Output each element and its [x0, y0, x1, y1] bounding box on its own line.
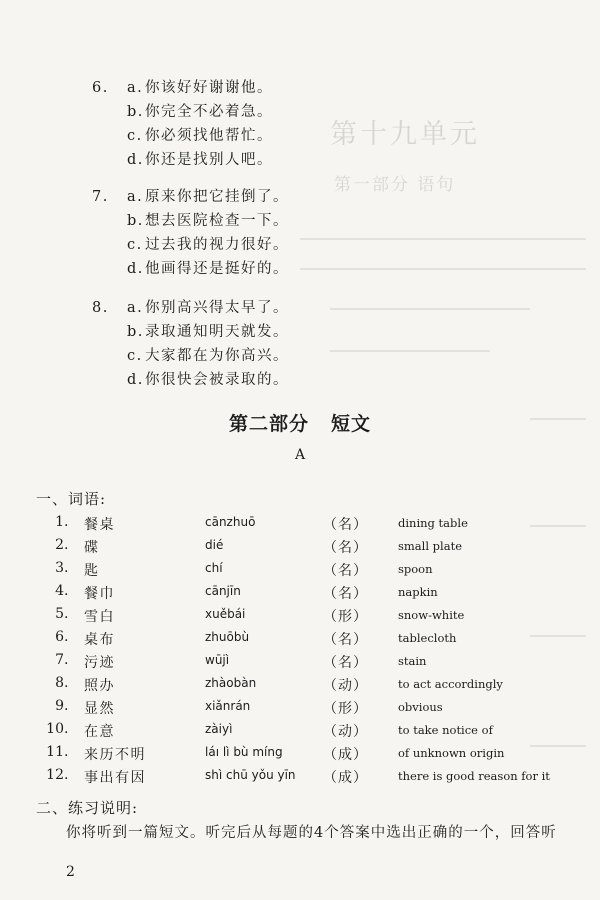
vocab-pinyin: xiǎnrán	[205, 699, 251, 713]
option-text: 录取通知明天就发。	[145, 324, 289, 340]
vocabulary-row: 1 . 餐桌 cānzhuō （名） dining table	[0, 514, 600, 536]
vocab-word: 碟	[84, 540, 100, 556]
option-text: 他画得还是挺好的。	[145, 261, 289, 277]
vocabulary-row: 8 . 照办 zhàobàn （动） to act accordingly	[0, 675, 600, 697]
vocab-number: 11	[46, 744, 64, 760]
vocabulary-row: 9 . 显然 xiǎnrán （形） obvious	[0, 698, 600, 720]
vocabulary-row: 12 . 事出有因 shì chū yǒu yīn （成） there is good reason for it	[0, 767, 600, 789]
vocabulary-row: 7 . 污迹 wūjì （名） stain	[0, 652, 600, 674]
vocab-word: 来历不明	[84, 747, 146, 763]
vocab-english: spoon	[398, 562, 433, 576]
option-letter: b.	[127, 104, 144, 120]
bleed-through-line	[300, 238, 586, 240]
vocabulary-row: 5 . 雪白 xuěbái （形） snow-white	[0, 606, 600, 628]
option-letter: d.	[127, 152, 144, 168]
vocab-word: 桌布	[84, 632, 115, 648]
vocab-english: to take notice of	[398, 723, 493, 737]
question-6-option-c	[127, 124, 273, 145]
vocab-english: snow-white	[398, 608, 465, 622]
vocab-word: 餐巾	[84, 586, 115, 602]
vocab-english: small plate	[398, 539, 462, 553]
option-letter: d.	[127, 261, 144, 277]
option-text: 你还是找别人吧。	[145, 152, 273, 168]
vocab-pinyin: láı lì bù míng	[205, 745, 283, 759]
question-6-option-d	[127, 148, 273, 169]
question-7-option-a	[92, 185, 289, 206]
vocab-part-of-speech: （成）	[323, 747, 368, 763]
vocab-pinyin: wūjì	[205, 653, 230, 667]
question-6-option-a	[92, 76, 273, 97]
vocabulary-row: 4 . 餐巾 cānjīn （名） napkin	[0, 583, 600, 605]
option-text: 你完全不必着急。	[145, 104, 273, 120]
vocab-pinyin: zhàobàn	[205, 676, 257, 690]
vocabulary-row: 3 . 匙 chí （名） spoon	[0, 560, 600, 582]
vocab-part-of-speech: （名）	[323, 563, 368, 579]
section-title	[0, 409, 600, 436]
option-letter: d.	[127, 372, 144, 388]
exercise-heading: 二、练习说明:	[36, 799, 139, 817]
vocab-part-of-speech: （名）	[323, 540, 368, 556]
vocabulary-row: 10 . 在意 zàiyì （动） to take notice of	[0, 721, 600, 743]
vocab-word: 照办	[84, 678, 115, 694]
vocab-pinyin: zhuōbù	[205, 630, 250, 644]
vocab-part-of-speech: （动）	[323, 724, 368, 740]
option-letter: b.	[127, 324, 144, 340]
vocab-word: 污迹	[84, 655, 115, 671]
question-number: 7.	[92, 189, 109, 205]
vocab-number: 7	[55, 652, 64, 668]
question-number: 6.	[92, 80, 109, 96]
question-8-option-c	[127, 344, 289, 365]
vocab-english: to act accordingly	[398, 677, 503, 691]
vocab-number: 2	[55, 537, 64, 553]
option-text: 过去我的视力很好。	[145, 237, 289, 253]
vocab-english: obvious	[398, 700, 443, 714]
option-letter: c.	[127, 237, 143, 253]
vocab-number: 1	[55, 514, 64, 530]
question-7-option-c	[127, 233, 289, 254]
vocab-word: 匙	[84, 563, 100, 579]
question-8-option-b	[127, 320, 289, 341]
vocab-pinyin: zàiyì	[205, 722, 233, 736]
exercise-instructions: 你将听到一篇短文。听完后从每题的4个答案中选出正确的一个，回答听	[66, 825, 557, 841]
vocab-word: 事出有因	[84, 770, 146, 786]
vocab-part-of-speech: （动）	[323, 678, 368, 694]
vocab-english: stain	[398, 654, 427, 668]
option-text: 你很快会被录取的。	[145, 372, 289, 388]
option-letter: b.	[127, 213, 144, 229]
page-number: 2	[66, 864, 75, 880]
vocabulary-row: 2 . 碟 dié （名） small plate	[0, 537, 600, 559]
option-letter: a.	[127, 189, 144, 205]
vocab-part-of-speech: （名）	[323, 517, 368, 533]
vocab-word: 在意	[84, 724, 115, 740]
vocab-english: of unknown origin	[398, 746, 505, 760]
bleed-through-line	[300, 268, 586, 270]
question-7-option-d	[127, 257, 289, 278]
vocab-word: 雪白	[84, 609, 115, 625]
vocab-number: 9	[55, 698, 64, 714]
vocabulary-row: 6 . 桌布 zhuōbù （名） tablecloth	[0, 629, 600, 651]
vocab-word: 显然	[84, 701, 115, 717]
vocab-part-of-speech: （名）	[323, 586, 368, 602]
bleed-through-line	[330, 350, 490, 352]
vocab-number: 4	[55, 583, 64, 599]
option-text: 你别高兴得太早了。	[145, 300, 289, 316]
vocab-word: 餐桌	[84, 517, 115, 533]
question-8-option-a	[92, 296, 289, 317]
vocab-english: tablecloth	[398, 631, 457, 645]
vocab-number: 10	[46, 721, 64, 737]
vocab-number: 6	[55, 629, 64, 645]
section-name: 短文	[331, 413, 372, 435]
question-8-option-d	[127, 368, 289, 389]
vocab-part-of-speech: （形）	[323, 701, 368, 717]
vocab-number: 12	[46, 767, 64, 783]
question-7-option-b	[127, 209, 289, 230]
option-text: 原来你把它挂倒了。	[145, 189, 289, 205]
option-letter: c.	[127, 348, 143, 364]
option-letter: a.	[127, 300, 144, 316]
vocab-english: there is good reason for it	[398, 769, 550, 783]
option-text: 你必须找他帮忙。	[145, 128, 273, 144]
bleed-through-line	[330, 308, 530, 310]
vocab-number: 8	[55, 675, 64, 691]
option-text: 想去医院检查一下。	[145, 213, 289, 229]
question-6-option-b	[127, 100, 273, 121]
vocab-english: napkin	[398, 585, 438, 599]
question-number: 8.	[92, 300, 109, 316]
vocab-part-of-speech: （形）	[323, 609, 368, 625]
vocab-pinyin: dié	[205, 538, 224, 552]
vocab-pinyin: xuěbái	[205, 607, 246, 621]
bleed-through-subtitle: 第一部分 语句	[334, 175, 456, 195]
vocab-english: dining table	[398, 516, 468, 530]
vocab-number: 3	[55, 560, 64, 576]
option-letter: c.	[127, 128, 143, 144]
vocabulary-row: 11 . 来历不明 láı lì bù míng （成） of unknown origin	[0, 744, 600, 766]
vocab-part-of-speech: （成）	[323, 770, 368, 786]
section-part: 第二部分	[228, 413, 309, 435]
vocab-pinyin: shì chū yǒu yīn	[205, 768, 296, 782]
vocab-pinyin: cānzhuō	[205, 515, 256, 529]
vocab-pinyin: chí	[205, 561, 223, 575]
vocabulary-heading: 一、词语:	[36, 490, 107, 508]
option-letter: a.	[127, 80, 144, 96]
vocab-part-of-speech: （名）	[323, 632, 368, 648]
vocab-pinyin: cānjīn	[205, 584, 241, 598]
option-text: 大家都在为你高兴。	[145, 348, 289, 364]
vocab-part-of-speech: （名）	[323, 655, 368, 671]
section-letter: A	[294, 447, 306, 463]
vocab-number: 5	[55, 606, 64, 622]
bleed-through-title: 第十九单元	[330, 119, 480, 150]
option-text: 你该好好谢谢他。	[145, 80, 273, 96]
